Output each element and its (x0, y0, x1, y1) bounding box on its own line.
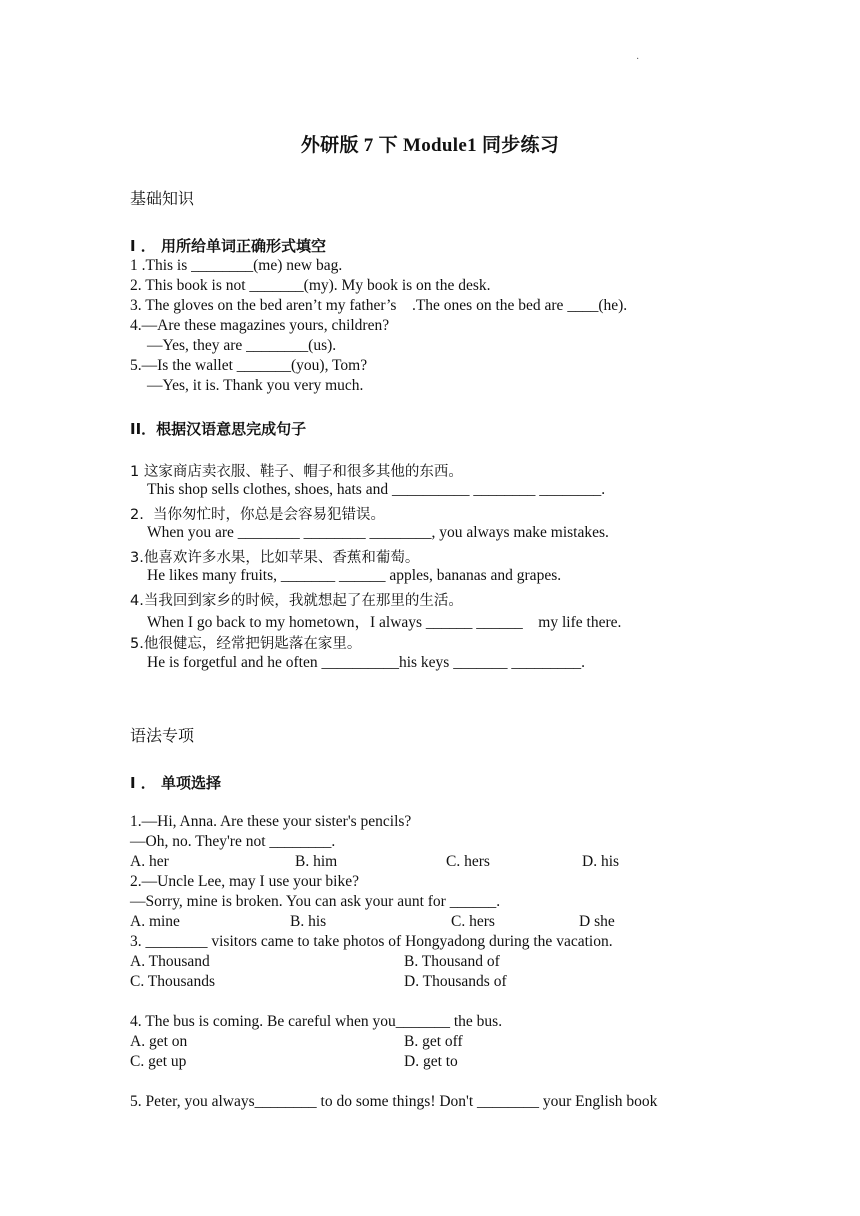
part2-line-7: 4.当我回到家乡的时候，我就想起了在那里的生活。 (130, 593, 463, 609)
q4-stem: 4. The bus is coming. Be careful when you_______ the bus. (130, 1013, 503, 1030)
q2-stem: 2.—Uncle Lee, may I use your bike? (130, 873, 359, 890)
part2-line-8: When I go back to my hometown，I always ______ ______ my life there. (147, 614, 622, 631)
q2-option-a: A. mine (130, 913, 180, 930)
part1-line-6: 5.—Is the wallet _______(you), Tom? (130, 357, 368, 374)
q4-option-b: B. get off (404, 1033, 463, 1050)
part2-line-5: 3.他喜欢许多水果，比如苹果、香蕉和葡萄。 (130, 550, 420, 566)
header-mark: · (636, 54, 640, 65)
mc-heading: I ． 单项选择 (130, 774, 222, 792)
part2-line-6: He likes many fruits, _______ ______ apples, bananas and grapes. (147, 567, 562, 584)
q2-option-c: C. hers (451, 913, 495, 930)
part2-line-1: 1 这家商店卖衣服、鞋子、帽子和很多其他的东西。 (130, 464, 463, 480)
q4-option-d: D. get to (404, 1053, 458, 1070)
q3-option-b: B. Thousand of (404, 953, 500, 970)
section-grammar-heading: 语法专项 (130, 726, 195, 745)
q1-option-c: C. hers (446, 853, 490, 870)
section-basic-heading: 基础知识 (130, 189, 195, 208)
q1-option-d: D. his (582, 853, 620, 870)
q1-option-a: A. her (130, 853, 169, 870)
part1-line-4: 4.—Are these magazines yours, children? (130, 317, 390, 334)
q1-option-b: B. him (295, 853, 338, 870)
q3-option-a: A. Thousand (130, 953, 210, 970)
q1-stem-2: —Oh, no. They're not ________. (130, 833, 336, 850)
q1-stem: 1.—Hi, Anna. Are these your sister's pencils? (130, 813, 412, 830)
q4-option-c: C. get up (130, 1053, 187, 1070)
q3-option-d: D. Thousands of (404, 973, 507, 990)
part1-heading: I ． 用所给单词正确形式填空 (130, 237, 327, 255)
q3-option-c: C. Thousands (130, 973, 215, 990)
part2-line-2: This shop sells clothes, shoes, hats and __________ ________ ________. (147, 481, 606, 498)
part2-line-4: When you are ________ ________ ________, you always make mistakes. (147, 524, 609, 541)
part2-line-3: 2. 当你匆忙时，你总是会容易犯错误。 (130, 507, 386, 523)
part1-line-5: —Yes, they are ________(us). (147, 337, 337, 354)
q3-stem: 3. ________ visitors came to take photos of Hongyadong during the vacation. (130, 933, 613, 950)
part1-line-1: 1 .This is ________(me) new bag. (130, 257, 343, 274)
q5-stem: 5. Peter, you always________ to do some things! Don't ________ your English book (130, 1093, 658, 1110)
q2-option-d: D she (579, 913, 615, 930)
part2-heading: II．根据汉语意思完成句子 (130, 420, 307, 438)
q2-option-b: B. his (290, 913, 327, 930)
page-title: 外研版 7 下 Module1 同步练习 (300, 135, 560, 156)
part1-line-7: —Yes, it is. Thank you very much. (147, 377, 364, 394)
part1-line-3: 3. The gloves on the bed aren’t my father’s .The ones on the bed are ____(he). (130, 297, 628, 314)
part2-line-9: 5.他很健忘，经常把钥匙落在家里。 (130, 636, 362, 652)
q4-option-a: A. get on (130, 1033, 188, 1050)
part2-line-10: He is forgetful and he often __________his keys _______ _________. (147, 654, 585, 671)
part1-line-2: 2. This book is not _______(my). My book is on the desk. (130, 277, 491, 294)
q2-stem-2: —Sorry, mine is broken. You can ask your aunt for ______. (130, 893, 501, 910)
